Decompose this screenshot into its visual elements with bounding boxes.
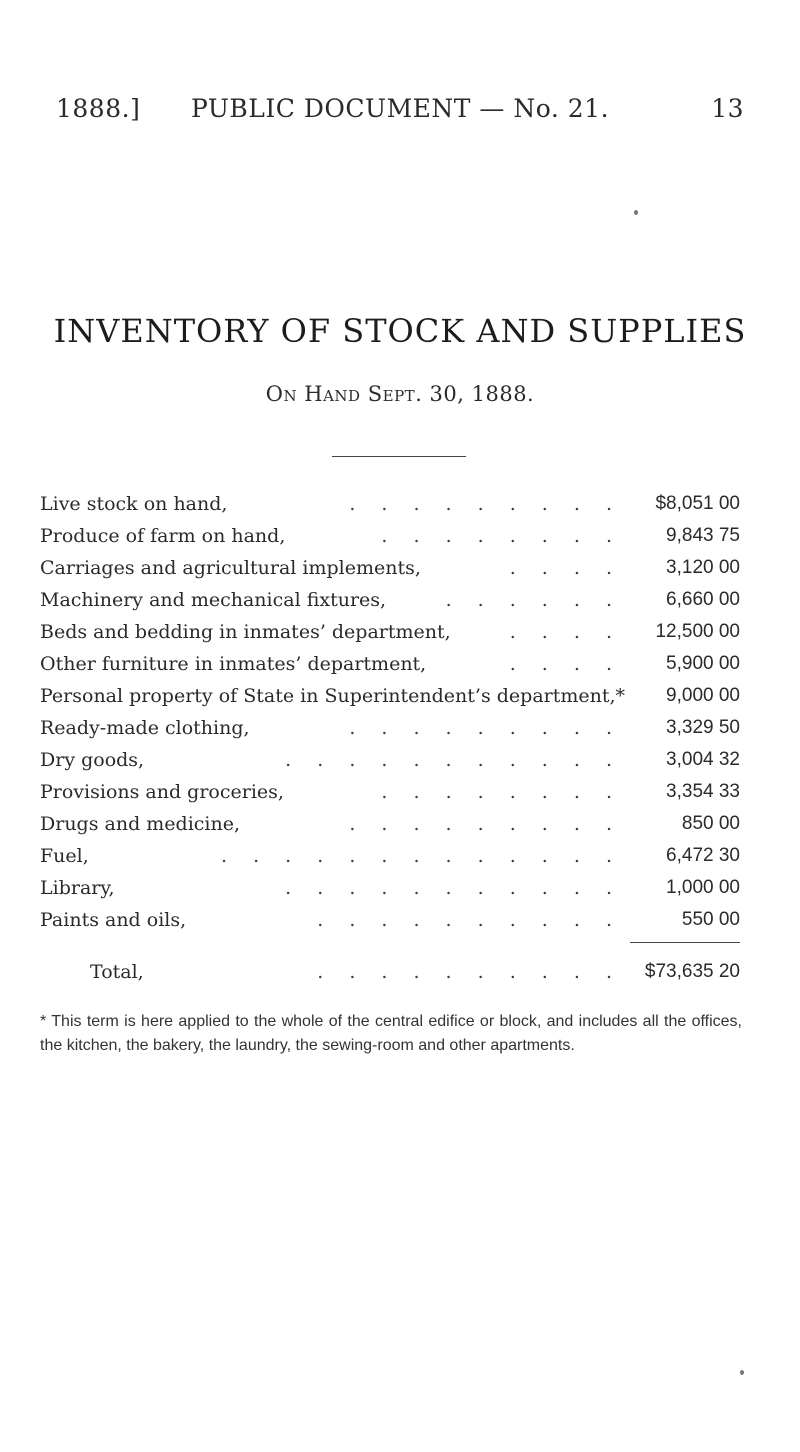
- item-label: Produce of farm on hand,: [40, 525, 286, 547]
- inventory-row: [40, 840, 740, 872]
- item-label: Live stock on hand,: [40, 493, 228, 515]
- total-row: [90, 956, 740, 988]
- leader-dots: . . . . . . . . . .: [317, 909, 622, 931]
- leader-dots: . . . . . .: [445, 589, 622, 611]
- inventory-row: [40, 680, 740, 712]
- item-amount: 3,004 32: [666, 749, 740, 770]
- inventory-row: [40, 872, 740, 904]
- item-amount: 9,843 75: [666, 525, 740, 546]
- item-amount: 6,660 00: [666, 589, 740, 610]
- inventory-row: [40, 904, 740, 936]
- total-divider: [630, 942, 740, 943]
- title-divider: [332, 456, 466, 457]
- inventory-row: [40, 808, 740, 840]
- inventory-row: [40, 488, 740, 520]
- item-label: Fuel,: [40, 845, 89, 867]
- inventory-row: [40, 648, 740, 680]
- item-amount: 6,472 30: [666, 845, 740, 866]
- item-label: Other furniture in inmates’ department,: [40, 653, 427, 675]
- leader-dots: . . . .: [509, 621, 622, 643]
- item-amount: 3,120 00: [666, 557, 740, 578]
- item-amount: 3,329 50: [666, 717, 740, 738]
- inventory-row: [40, 616, 740, 648]
- item-label: Paints and oils,: [40, 909, 187, 931]
- item-label: Carriages and agricultural implements,: [40, 557, 421, 579]
- inventory-table: [40, 488, 740, 936]
- item-amount: 550 00: [681, 909, 740, 930]
- inventory-row: [40, 712, 740, 744]
- item-label: Provisions and groceries,: [40, 781, 284, 803]
- item-label: Dry goods,: [40, 749, 145, 771]
- page-title: INVENTORY OF STOCK AND SUPPLIES: [53, 312, 747, 350]
- item-amount: 12,500 00: [655, 621, 740, 642]
- item-label: Beds and bedding in inmates’ department,: [40, 621, 451, 643]
- item-amount: $8,051 00: [655, 493, 740, 514]
- running-header: [56, 94, 744, 126]
- leader-dots: . . . . . . . .: [381, 525, 622, 547]
- leader-dots: . . . . . . . .: [381, 781, 622, 803]
- total-label: Total,: [90, 961, 144, 983]
- print-speck: [634, 210, 638, 215]
- item-label: Ready-made clothing,: [40, 717, 250, 739]
- item-amount: 850 00: [681, 813, 740, 834]
- leader-dots: . . . .: [509, 653, 622, 675]
- leader-dots: . . . . . . . . .: [349, 717, 622, 739]
- inventory-row: [40, 776, 740, 808]
- item-label: Drugs and medicine,: [40, 813, 241, 835]
- header-year: 1888.]: [56, 94, 141, 123]
- leader-dots: . . . . . . . . . . . . .: [221, 845, 622, 867]
- header-page-number: 13: [711, 94, 744, 123]
- print-speck: [740, 1370, 744, 1375]
- item-label: Machinery and mechanical fixtures,: [40, 589, 387, 611]
- leader-dots: . . . . . . . . . . .: [285, 749, 622, 771]
- inventory-row: [40, 584, 740, 616]
- inventory-row: [40, 552, 740, 584]
- item-label: Personal property of State in Superintendent’s department,*: [40, 685, 626, 707]
- leader-dots: . . . . . . . . .: [349, 493, 622, 515]
- header-document-title: PUBLIC DOCUMENT — No. 21.: [190, 94, 610, 123]
- inventory-row: [40, 520, 740, 552]
- leader-dots: . . . .: [509, 557, 622, 579]
- total-amount: $73,635 20: [644, 961, 740, 982]
- item-amount: 1,000 00: [666, 877, 740, 898]
- leader-dots: . . . . . . . . . .: [317, 961, 622, 983]
- item-label: Library,: [40, 877, 115, 899]
- item-amount: 9,000 00: [666, 685, 740, 706]
- footnote: * This term is here applied to the whole of the central edifice or block, and includes all the offices, the kitchen, the bakery, the laundry, the sewing-room and other apartments.: [40, 1013, 742, 1054]
- item-amount: 3,354 33: [666, 781, 740, 802]
- page-subtitle: On Hand Sept. 30, 1888.: [265, 382, 535, 406]
- leader-dots: . . . . . . . . . . .: [285, 877, 622, 899]
- inventory-row: [40, 744, 740, 776]
- item-amount: 5,900 00: [666, 653, 740, 674]
- leader-dots: . . . . . . . . .: [349, 813, 622, 835]
